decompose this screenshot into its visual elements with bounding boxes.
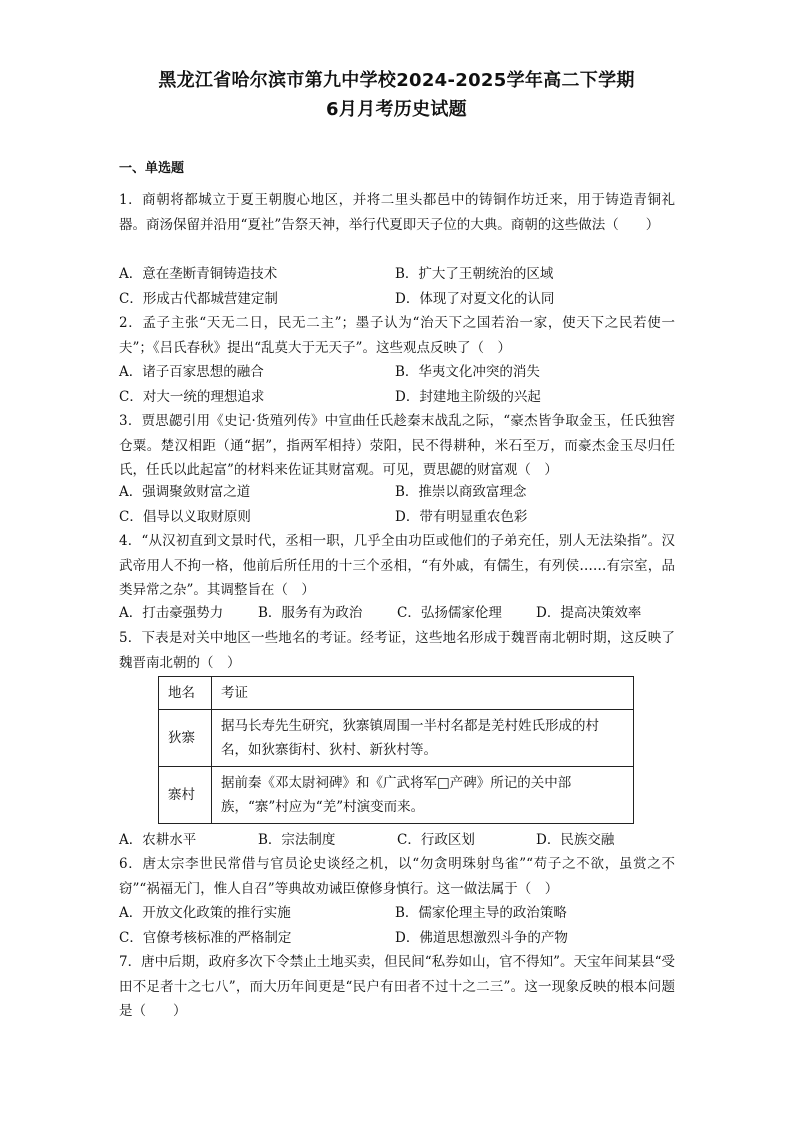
question-3-option-d[interactable]: D．带有明显重农色彩: [395, 508, 528, 525]
table-cell-evidence: 据前秦《邓太尉祠碑》和《广武将军□产碑》所记的关中部族，“寨”村应为“羌”村演变而来。: [212, 767, 634, 824]
question-1-option-b[interactable]: B．扩大了王朝统治的区域: [395, 266, 554, 282]
table-cell-evidence: 据马长寿先生研究，狄寨镇周围一半村名都是羌村姓氏形成的村名，如狄寨街村、狄村、新狄村等。: [212, 710, 634, 767]
question-3-option-c[interactable]: C．倡导以义取财原则: [119, 508, 251, 525]
table-header-place: 地名: [159, 677, 212, 710]
question-2-option-d[interactable]: D．封建地主阶级的兴起: [395, 388, 541, 405]
question-1-option-a[interactable]: A．意在垄断青铜铸造技术: [119, 266, 278, 282]
question-6-option-d[interactable]: D．佛道思想激烈斗争的产物: [395, 929, 568, 946]
question-5-option-d[interactable]: D．民族交融: [536, 832, 615, 848]
question-6-option-c[interactable]: C．官僚考核标准的严格制定: [119, 929, 292, 946]
question-4-option-b[interactable]: B．服务有为政治: [258, 605, 363, 621]
question-5-option-b[interactable]: B．宗法制度: [258, 832, 336, 848]
table-header-evidence: 考证: [212, 677, 634, 710]
question-1-options: [119, 262, 679, 311]
question-3-stem: 3．贾思勰引用《史记·货殖列传》中宣曲任氏趁秦末战乱之际，“豪杰皆争取金玉，任氏独窖仓粟。楚汉相距（通“据”，指两军相持）荥阳，民不得耕种，米石至万，而豪杰金玉尽归任氏，任氏以此起富”的材料来佐证其财富观。可见，贾思勰的财富观（ ）: [119, 413, 675, 478]
question-2-option-c[interactable]: C．对大一统的理想追求: [119, 388, 265, 405]
question-6-option-a[interactable]: A．开放文化政策的推行实施: [119, 905, 291, 921]
question-3-option-b[interactable]: B．推崇以商致富理念: [395, 484, 527, 500]
table-cell-place: 狄寨: [159, 710, 212, 767]
section-heading: 一、单选题: [119, 161, 185, 176]
question-2-options: [119, 360, 679, 409]
question-1-option-d[interactable]: D．体现了对夏文化的认同: [395, 290, 555, 307]
table-row: [159, 710, 634, 767]
question-4-option-a[interactable]: A．打击豪强势力: [119, 605, 224, 621]
place-name-table: [158, 676, 634, 824]
question-4-option-c[interactable]: C．弘扬儒家伦理: [397, 605, 502, 621]
question-2-option-a[interactable]: A．诸子百家思想的融合: [119, 364, 264, 380]
question-1-stem: 1．商朝将都城立于夏王朝腹心地区，并将二里头都邑中的铸铜作坊迁来，用于铸造青铜礼器。商汤保留并沿用“夏社”告祭天神，举行代夏即天子位的大典。商朝的这些做法（ ）: [119, 192, 675, 233]
question-5-options: [119, 828, 679, 853]
question-4-stem: 4．“从汉初直到文景时代，丞相一职，几乎全由功臣或他们的子弟充任，别人无法染指”。汉武帝用人不拘一格，他前后所任用的十三个丞相，“有外戚，有儒生，有列侯……有宗室，品类异常之杂”。其调整旨在（ ）: [119, 533, 675, 598]
question-6-option-b[interactable]: B．儒家伦理主导的政治策略: [395, 905, 567, 921]
document-title: [0, 66, 793, 124]
question-5-stem: 5．下表是对关中地区一些地名的考证。经考证，这些地名形成于魏晋南北朝时期，这反映了魏晋南北朝的（ ）: [119, 630, 675, 671]
question-2-option-b[interactable]: B．华夷文化冲突的消失: [395, 364, 540, 380]
question-5-option-c[interactable]: C．行政区划: [397, 832, 475, 848]
question-7-stem: 7．唐中后期，政府多次下令禁止土地买卖，但民间“私券如山，官不得知”。天宝年间某县“受田不足者十之七八”，而大历年间更是“民户有田者不过十之二三”。这一现象反映的根本问题是（ ）: [119, 954, 675, 1019]
question-1-option-c[interactable]: C．形成古代都城营建定制: [119, 290, 278, 307]
title-line-2: 6月月考历史试题: [326, 99, 467, 120]
question-6-options: [119, 901, 679, 950]
table-header-row: [159, 677, 634, 710]
question-4-option-d[interactable]: D．提高决策效率: [536, 605, 642, 621]
title-line-1: 黑龙江省哈尔滨市第九中学校2024-2025学年高二下学期: [158, 70, 635, 91]
table-cell-place: 寨村: [159, 767, 212, 824]
table-row: [159, 767, 634, 824]
question-4-options: [119, 601, 679, 626]
question-5-option-a[interactable]: A．农耕水平: [119, 832, 197, 848]
question-2-stem: 2．孟子主张“天无二日，民无二主”；墨子认为“治天下之国若治一家，使天下之民若使一夫”；《吕氏春秋》提出“乱莫大于无天子”。这些观点反映了（ ）: [119, 315, 675, 356]
question-3-option-a[interactable]: A．强调聚敛财富之道: [119, 484, 251, 500]
question-6-stem: 6．唐太宗李世民常借与官员论史谈经之机，以“勿贪明珠射鸟雀”“苟子之不欲，虽赏之不窃”“祸福无门，惟人自召”等典故劝诫臣僚修身慎行。这一做法属于（ ）: [119, 856, 675, 897]
question-3-options: [119, 480, 679, 529]
